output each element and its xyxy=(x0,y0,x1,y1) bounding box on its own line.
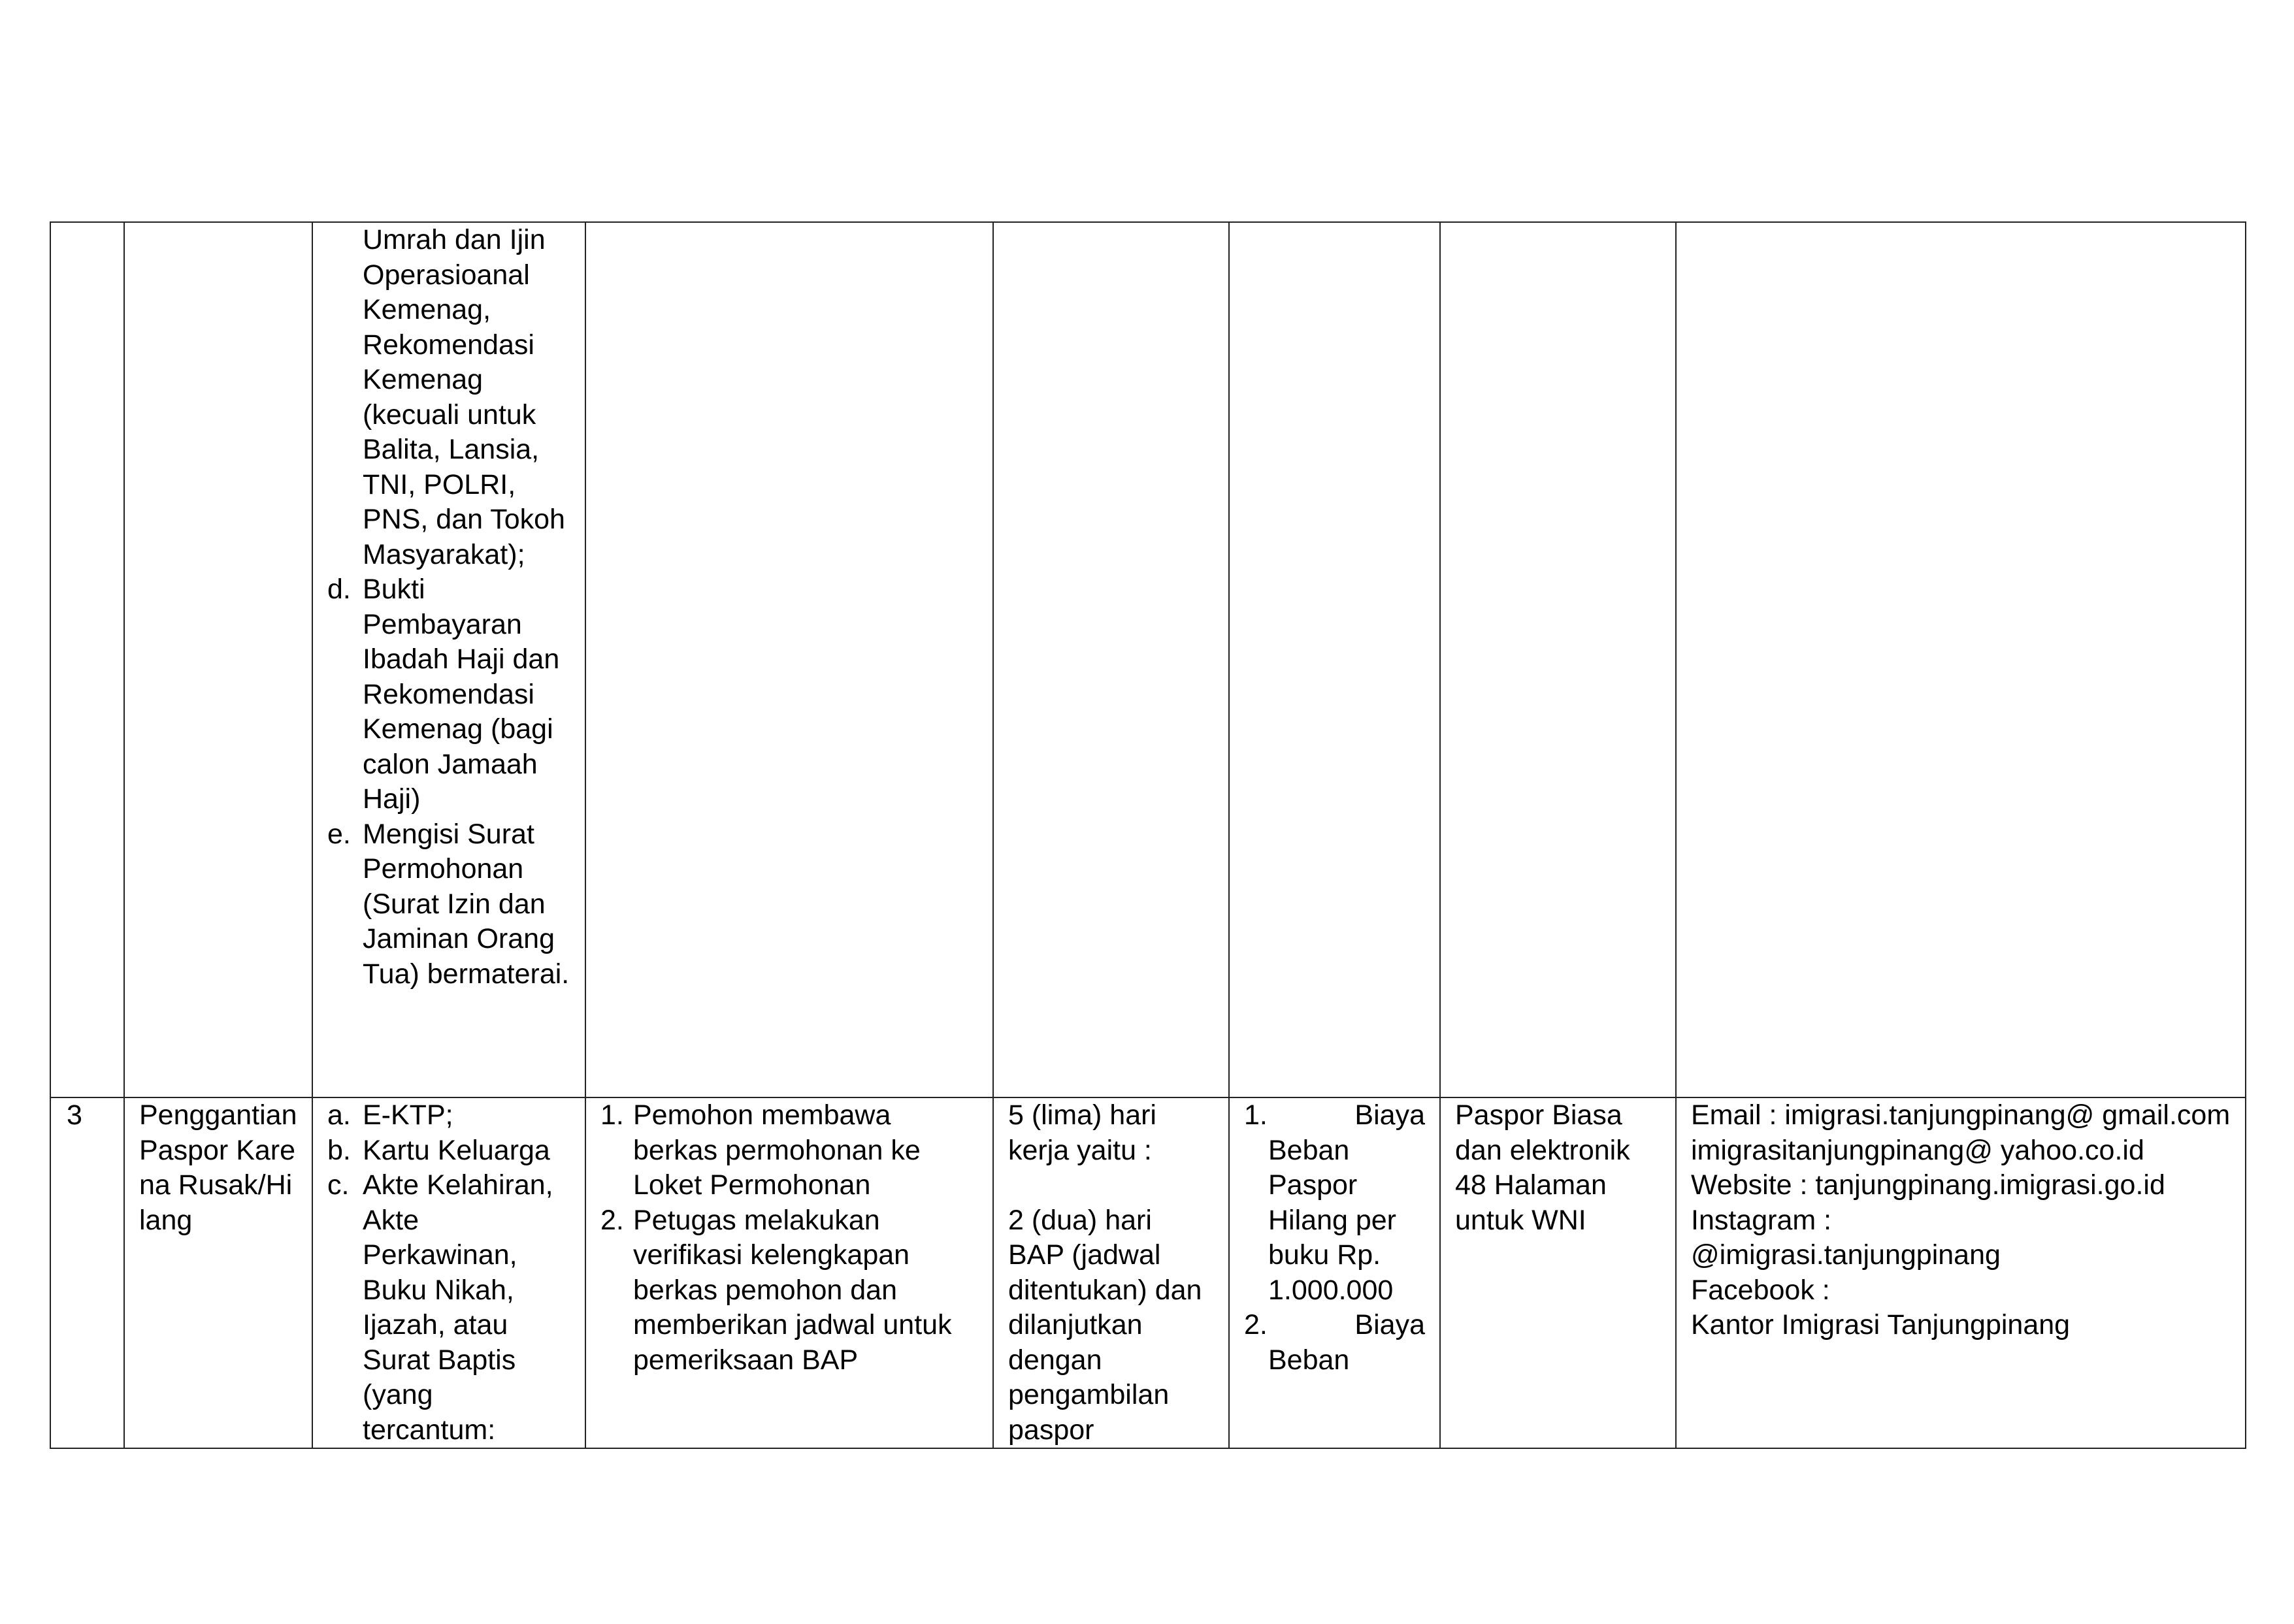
time-cell xyxy=(993,1097,1229,1448)
contact-cell xyxy=(1676,222,2246,1097)
product-cell xyxy=(1440,222,1676,1097)
requirement-text: Mengisi Surat Permohonan (Surat Izin dan Jaminan Orang Tua) bermaterai. xyxy=(363,818,570,990)
spacer xyxy=(1008,1168,1214,1203)
number-cell xyxy=(50,222,124,1097)
instagram-value: @imigrasi.tanjungpinang xyxy=(1691,1239,2001,1271)
requirement-text: Bukti Pembayaran Ibadah Haji dan Rekomendasi Kemenag (bagi calon Jamaah Haji) xyxy=(363,574,560,815)
list-marker: d. xyxy=(327,574,351,605)
cost-head: Biaya xyxy=(1354,1309,1425,1340)
table-row xyxy=(50,1097,2246,1448)
cost-item xyxy=(1244,1308,1425,1378)
time-summary: 5 (lima) hari kerja yaitu : xyxy=(1008,1099,1156,1166)
requirement-item xyxy=(327,1168,570,1448)
requirement-c-continuation: Umrah dan Ijin Operasioanal Kemenag, Rekomendasi Kemenag (kecuali untuk Balita, Lansia, TNI, POLRI, PNS, dan Tokoh Masyarakat); xyxy=(363,224,565,570)
list-marker: 2. xyxy=(1244,1309,1268,1340)
service-cell xyxy=(124,222,312,1097)
requirements-cell xyxy=(312,222,585,1097)
service-table xyxy=(50,221,2246,1449)
facebook-label: Facebook : xyxy=(1691,1274,1830,1306)
list-marker: a. xyxy=(327,1099,351,1131)
list-marker: e. xyxy=(327,818,351,850)
list-marker: 1. xyxy=(1244,1099,1268,1131)
requirement-text: Akte Kelahiran, Akte Perkawinan, Buku Nikah, Ijazah, atau Surat Baptis (yang tercantum: xyxy=(363,1169,553,1446)
list-marker: c. xyxy=(327,1169,350,1201)
requirement-item xyxy=(327,817,570,992)
cost-item xyxy=(1244,1098,1425,1308)
contact-cell xyxy=(1676,1097,2246,1448)
requirement-item xyxy=(327,572,570,817)
list-marker: 1. xyxy=(600,1099,624,1131)
product-cell: Paspor Biasa dan elektronik 48 Halaman untuk WNI xyxy=(1440,1097,1676,1448)
cost-cell xyxy=(1229,1097,1440,1448)
email2-line: imigrasitanjungpinang@ yahoo.co.id xyxy=(1691,1134,2144,1166)
requirements-cell xyxy=(312,1097,585,1448)
number-cell: 3 xyxy=(50,1097,124,1448)
requirement-text: E-KTP; xyxy=(363,1099,453,1131)
procedure-step xyxy=(600,1098,978,1203)
requirement-text: Kartu Keluarga xyxy=(363,1134,550,1166)
website-line: Website : tanjungpinang.imigrasi.go.id xyxy=(1691,1169,2165,1201)
email-line: Email : imigrasi.tanjungpinang@ gmail.com xyxy=(1691,1099,2231,1131)
table-row xyxy=(50,222,2246,1097)
service-cell: Penggantian Paspor Karena Rusak/Hilang xyxy=(124,1097,312,1448)
instagram-label: Instagram : xyxy=(1691,1204,1832,1236)
time-detail: 2 (dua) hari BAP (jadwal ditentukan) dan dilanjutkan dengan pengambilan paspor xyxy=(1008,1204,1202,1446)
cost-text: Beban Paspor Hilang per buku Rp. 1.000.000 xyxy=(1268,1134,1396,1306)
procedure-text: Pemohon membawa berkas permohonan ke Loket Permohonan xyxy=(633,1099,921,1201)
cost-cell xyxy=(1229,222,1440,1097)
requirement-item xyxy=(327,1133,570,1169)
cost-head: Biaya xyxy=(1354,1099,1425,1131)
requirement-item xyxy=(327,1098,570,1133)
procedure-cell xyxy=(585,1097,993,1448)
list-marker: 2. xyxy=(600,1204,624,1236)
procedure-text: Petugas melakukan verifikasi kelengkapan berkas pemohon dan memberikan jadwal untuk pemeriksaan BAP xyxy=(633,1204,952,1376)
time-cell xyxy=(993,222,1229,1097)
cost-text: Beban xyxy=(1268,1344,1350,1376)
procedure-cell xyxy=(585,222,993,1097)
facebook-value: Kantor Imigrasi Tanjungpinang xyxy=(1691,1309,2071,1340)
procedure-step xyxy=(600,1203,978,1378)
list-marker: b. xyxy=(327,1134,351,1166)
